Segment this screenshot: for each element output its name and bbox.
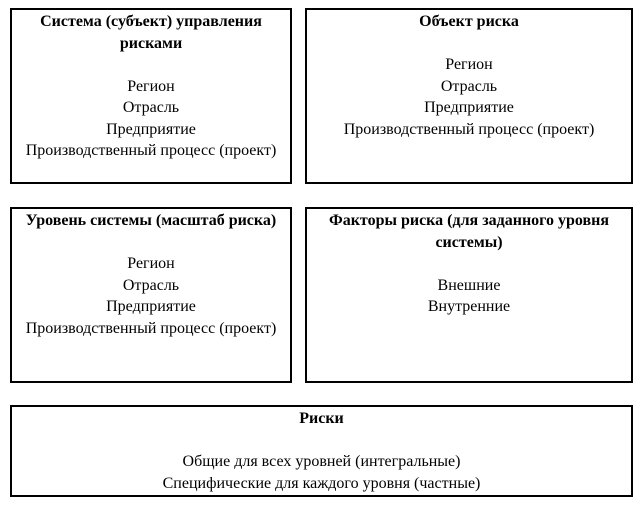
box-title: Объект риска [419,13,519,30]
list-item: Регион [127,77,175,95]
list-item: Предприятие [106,120,196,138]
box-title: Факторы риска (для заданного уровня системы) [328,212,610,251]
list-item: Производственный процесс (проект) [343,120,595,138]
box-risk-management-subject [10,8,292,184]
list-item: Предприятие [106,298,196,315]
list-item: Регион [127,255,175,272]
list-item: Внутренние [427,298,511,315]
list-item: Производственный процесс (проект) [25,142,277,159]
box-system-level [10,207,292,383]
box-risk-factors [305,207,633,383]
list-item: Регион [445,56,493,73]
list-item: Производственный процесс (проект) [25,319,277,337]
box-title: Система (субъект) управления рисками [40,13,262,52]
box-title: Уровень системы (масштаб риска) [25,212,277,229]
list-item: Отрасль [122,99,180,116]
box-title: Риски [299,410,344,427]
list-item: Предприятие [424,99,514,116]
list-item: Отрасль [122,276,180,294]
list-item: Специфические для каждого уровня (частные) [162,474,481,492]
list-item: Отрасль [440,77,498,95]
box-risk-object [305,8,633,184]
box-risks [10,405,633,497]
list-item: Внешние [437,276,501,294]
list-item: Общие для всех уровней (интегральные) [182,453,461,470]
